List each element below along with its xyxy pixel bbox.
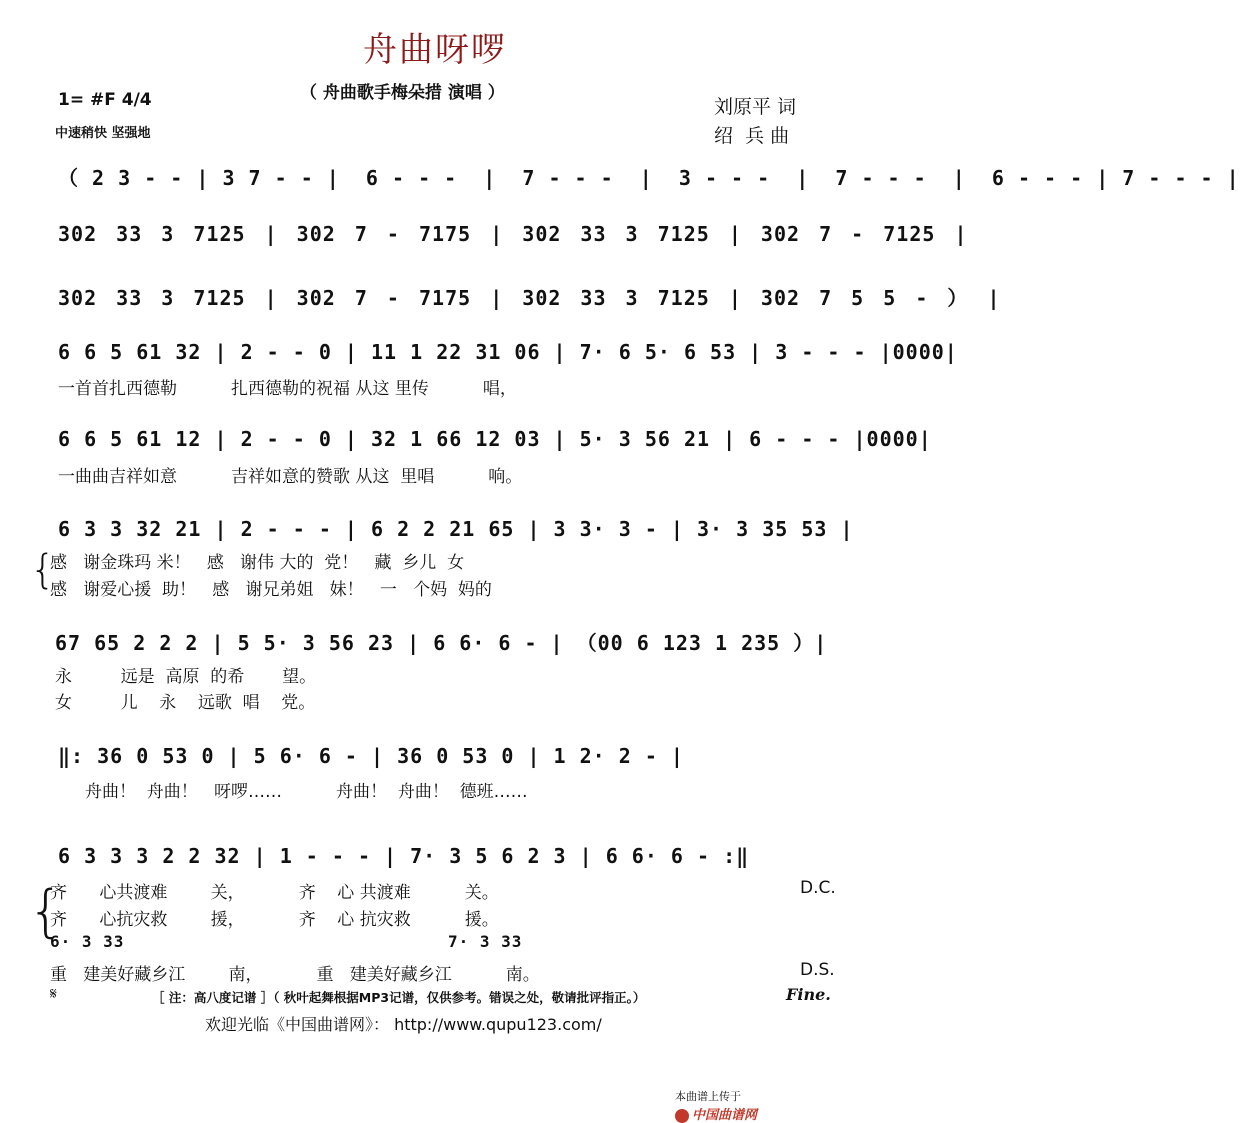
site-logo-text[interactable]: 中国曲谱网 <box>692 1108 758 1123</box>
footer-upload <box>668 1075 757 1123</box>
staff-line-5-lyrics: 一曲曲吉祥如意 吉祥如意的赞歌 从这 里唱 响。 <box>58 467 523 487</box>
staff-line-2: 302 33 3 7125 | 302 7 - 7175 | 302 33 3 7125 | 302 7 - 7125 | <box>58 222 968 246</box>
ds-marking: D.S. <box>800 960 835 980</box>
staff-line-4-notes: 6 6 5 61 32 | 2 - - 0 | 11 1 22 31 06 | 7· 6 5· 6 53 | 3 - - - |0000| <box>58 340 958 364</box>
staff-line-8-lyrics: 舟曲！ 舟曲！ 呀啰…… 舟曲！ 舟曲！ 德班…… <box>85 782 528 802</box>
segno-icon: 𝄋 <box>50 984 57 1003</box>
transcription-note: ［ 注：高八度记谱 ］（ 秋叶起舞根据MP3记谱，仅供参考。错误之处，敬请批评指正。） <box>152 990 646 1005</box>
staff-line-9-notes: 6 3 3 3 2 2 32 | 1 - - - | 7· 3 5 6 2 3 | 6 6· 6 - :‖ <box>58 844 750 868</box>
staff-line-6-notes: 6 3 3 32 21 | 2 - - - | 6 2 2 21 65 | 3 3· 3 - | 3· 3 35 53 | <box>58 517 854 541</box>
staff-line-7-notes: 67 65 2 2 2 | 5 5· 3 56 23 | 6 6· 6 - | （00 6 123 1 235 ）| <box>55 631 828 655</box>
site-logo-icon <box>675 1109 689 1123</box>
staff-line-4-lyrics: 一首首扎西德勒 扎西德勒的祝福 从这 里传 唱， <box>58 379 517 399</box>
refrain-brace: { <box>28 879 64 944</box>
footer-upload-label: 本曲谱上传于 <box>675 1090 741 1103</box>
staff-line-9-lyrics-b: 齐 心抗灾救 援， 齐 心 抗灾救 援。 <box>50 910 499 930</box>
verse-brace: { <box>30 547 56 593</box>
lyricist-credit: 刘原平 词 <box>714 96 797 118</box>
staff-line-3: 302 33 3 7125 | 302 7 - 7175 | 302 33 3 7125 | 302 7 5 5 - ） | <box>58 286 1001 310</box>
page-title: 舟曲呀啰 <box>363 30 507 70</box>
staff-line-8-notes: ‖: 36 0 53 0 | 5 6· 6 - | 36 0 53 0 | 1 2· 2 - | <box>58 744 684 768</box>
staff-line-6-lyrics-a: 感 谢金珠玛 米！ 感 谢伟 大的 党！ 藏 乡儿 女 <box>50 553 465 573</box>
tempo-marking: 中速稍快 坚强地 <box>55 126 151 141</box>
staff-line-7-lyrics-a: 永 远是 高原 的希 望。 <box>55 667 317 687</box>
staff-line-1: （ 2 3 - - | 3 7 - - | 6 - - - | 7 - - - | 3 - - - | 7 - - - | 6 - - - | 7 - - - | <box>58 166 1240 190</box>
staff-line-7-lyrics-b: 女 儿 永 远歌 唱 党。 <box>55 693 316 713</box>
key-signature: 1= #F 4/4 <box>58 90 152 110</box>
staff-line-9-lyrics-a: 齐 心共渡难 关， 齐 心 共渡难 关。 <box>50 883 499 903</box>
composer-credit: 绍 兵 曲 <box>714 125 790 147</box>
staff-line-9-lyrics-c: 重 建美好藏乡江 南， 重 建美好藏乡江 南。 <box>50 965 540 985</box>
fine-marking: Fine. <box>786 985 831 1004</box>
alt-notes-b: 7· 3 33 <box>448 932 523 951</box>
staff-line-6-lyrics-b: 感 谢爱心援 助！ 感 谢兄弟姐 妹！ 一 个妈 妈的 <box>50 580 492 600</box>
alt-notes-a: 6· 3 33 <box>50 932 125 951</box>
dc-marking: D.C. <box>800 878 836 898</box>
performer-subtitle: （ 舟曲歌手梅朵措 演唱 ） <box>300 83 505 103</box>
staff-line-5-notes: 6 6 5 61 12 | 2 - - 0 | 32 1 66 12 03 | 5· 3 56 21 | 6 - - - |0000| <box>58 427 932 451</box>
welcome-line: 欢迎光临《中国曲谱网》： http://www.qupu123.com/ <box>205 1015 602 1034</box>
